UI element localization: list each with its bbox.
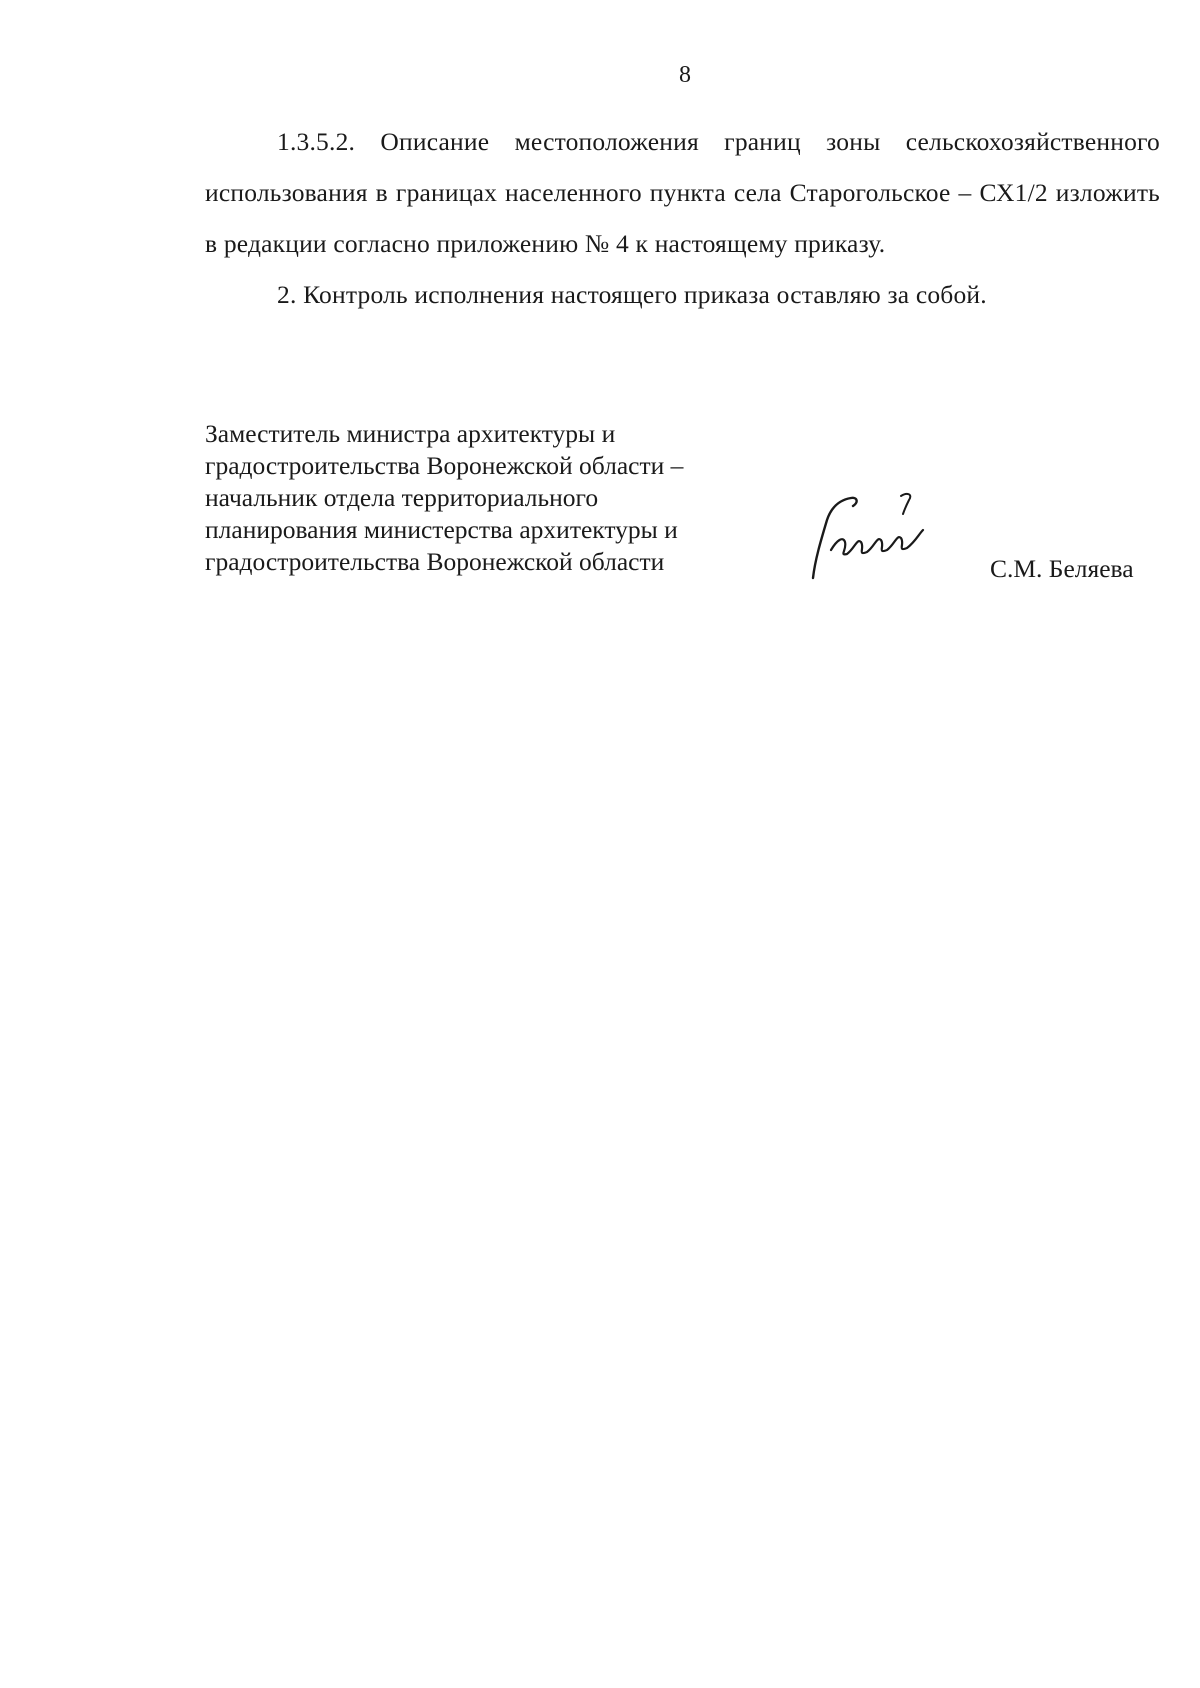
signer-name: С.М. Беляева bbox=[990, 554, 1134, 583]
paragraph-boundary-description: 1.3.5.2. Описание местоположения границ зоны сельскохозяйственного использования в границах населенного пункта села Старогольское – СХ1/2 изложить в редакции согласно приложению № 4 к настоящему приказу. bbox=[205, 127, 1160, 258]
position-line: начальник отдела территориального bbox=[205, 483, 599, 512]
position-line: Заместитель министра архитектуры и bbox=[205, 419, 616, 448]
handwritten-signature-icon bbox=[785, 490, 955, 590]
page-number: 8 bbox=[679, 62, 691, 88]
signatory-position bbox=[205, 418, 775, 578]
position-line: градостроительства Воронежской области – bbox=[205, 451, 684, 480]
position-line: планирования министерства архитектуры и bbox=[205, 515, 678, 544]
document-body bbox=[205, 116, 1160, 320]
position-line: градостроительства Воронежской области bbox=[205, 547, 665, 576]
paragraph-control: 2. Контроль исполнения настоящего приказа оставляю за собой. bbox=[277, 280, 987, 309]
